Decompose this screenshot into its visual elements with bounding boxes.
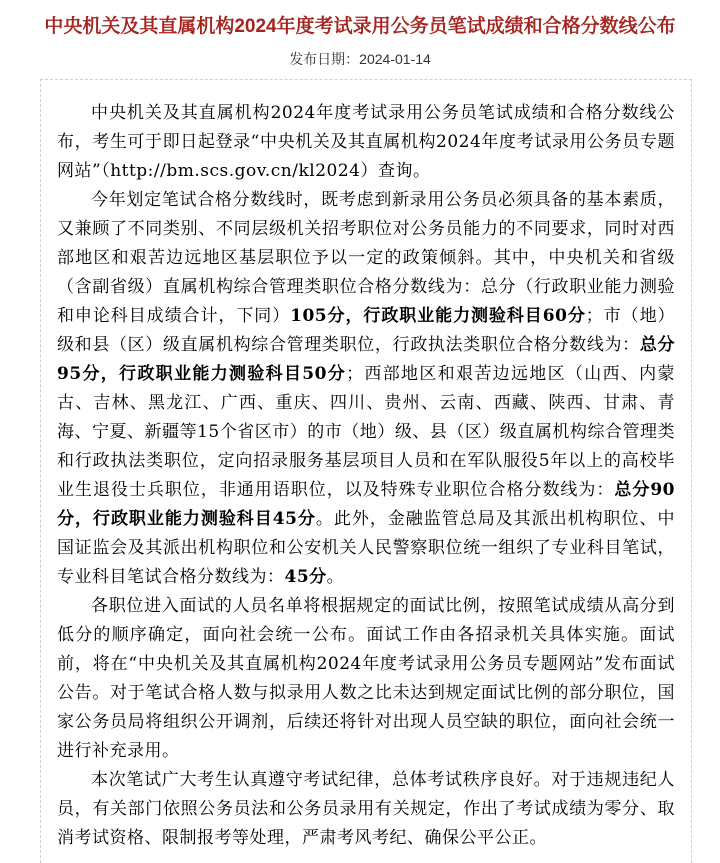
paragraph — [57, 592, 675, 766]
article-content-box — [40, 79, 692, 863]
bold-score-text: 总分95分，行政职业能力测验科目50分 — [57, 335, 676, 384]
paragraph-text: 。此外，金融监管总局及其派出机构职位、中国证监会及其派出机构职位和公安机关人民警察职位统一组织了专业科目笔试，专业科目笔试合格分数线为： — [57, 509, 675, 587]
paragraph-text: 中央机关及其直属机构2024年度考试录用公务员笔试成绩和合格分数线公布，考生可于即日起登录“中央机关及其直属机构2024年度考试录用公务员专题网站”（http://bm.scs.gov.cn/kl2024）查询。 — [57, 103, 675, 181]
paragraph — [57, 99, 675, 186]
paragraph-text: ；市（地）级和县（区）级直属机构综合管理类职位，行政执法类职位合格分数线为： — [57, 306, 675, 355]
paragraph-text: ；西部地区和艰苦边远地区（山西、内蒙古、吉林、黑龙江、广西、重庆、四川、贵州、云南、西藏、陕西、甘肃、青海、宁夏、新疆等15个省区市）的市（地）级、县（区）级直属机构综合管理类和行政执法类职位，定向招录服务基层项目人员和在军队服役5年以上的高校毕业生退役士兵职位，非通用语职位，以及特殊专业职位合格分数线为： — [57, 364, 675, 500]
paragraph — [57, 766, 675, 853]
paragraph-text: 本次笔试广大考生认真遵守考试纪律，总体考试秩序良好。对于违规违纪人员，有关部门依照公务员法和公务员录用有关规定，作出了考试成绩为零分、取消考试资格、限制报考等处理，严肃考风考纪、确保公平公正。 — [57, 770, 675, 848]
paragraph — [57, 186, 675, 592]
paragraph-text: 各职位进入面试的人员名单将根据规定的面试比例，按照笔试成绩从高分到低分的顺序确定，面向社会统一公布。面试工作由各招录机关具体实施。面试前，将在“中央机关及其直属机构2024年度考试录用公务员专题网站”发布面试公告。对于笔试合格人数与拟录用人数之比未达到规定面试比例的部分职位，国家公务员局将组织公开调剂，后续还将针对出现人员空缺的职位，面向社会统一进行补充录用。 — [57, 596, 675, 761]
bold-score-text: 105分，行政职业能力测验科目60分 — [290, 306, 586, 326]
announcement-page — [0, 14, 720, 863]
article-body — [57, 99, 675, 853]
bold-score-text: 总分90分，行政职业能力测验科目45分 — [57, 480, 675, 529]
publish-date: 发布日期：2024-01-14 — [289, 51, 431, 67]
bold-score-text: 45分 — [284, 567, 327, 587]
page-title: 中央机关及其直属机构2024年度考试录用公务员笔试成绩和合格分数线公布 — [44, 16, 676, 37]
paragraph-text: 今年划定笔试合格分数线时，既考虑到新录用公务员必须具备的基本素质，又兼顾了不同类别、不同层级机关招考职位对公务员能力的不同要求，同时对西部地区和艰苦边远地区基层职位予以一定的政策倾斜。其中，中央机关和省级（含副省级）直属机构综合管理类职位合格分数线为：总分（行政职业能力测验和申论科目成绩合计，下同） — [57, 190, 675, 326]
paragraph-text: 。 — [326, 567, 345, 587]
